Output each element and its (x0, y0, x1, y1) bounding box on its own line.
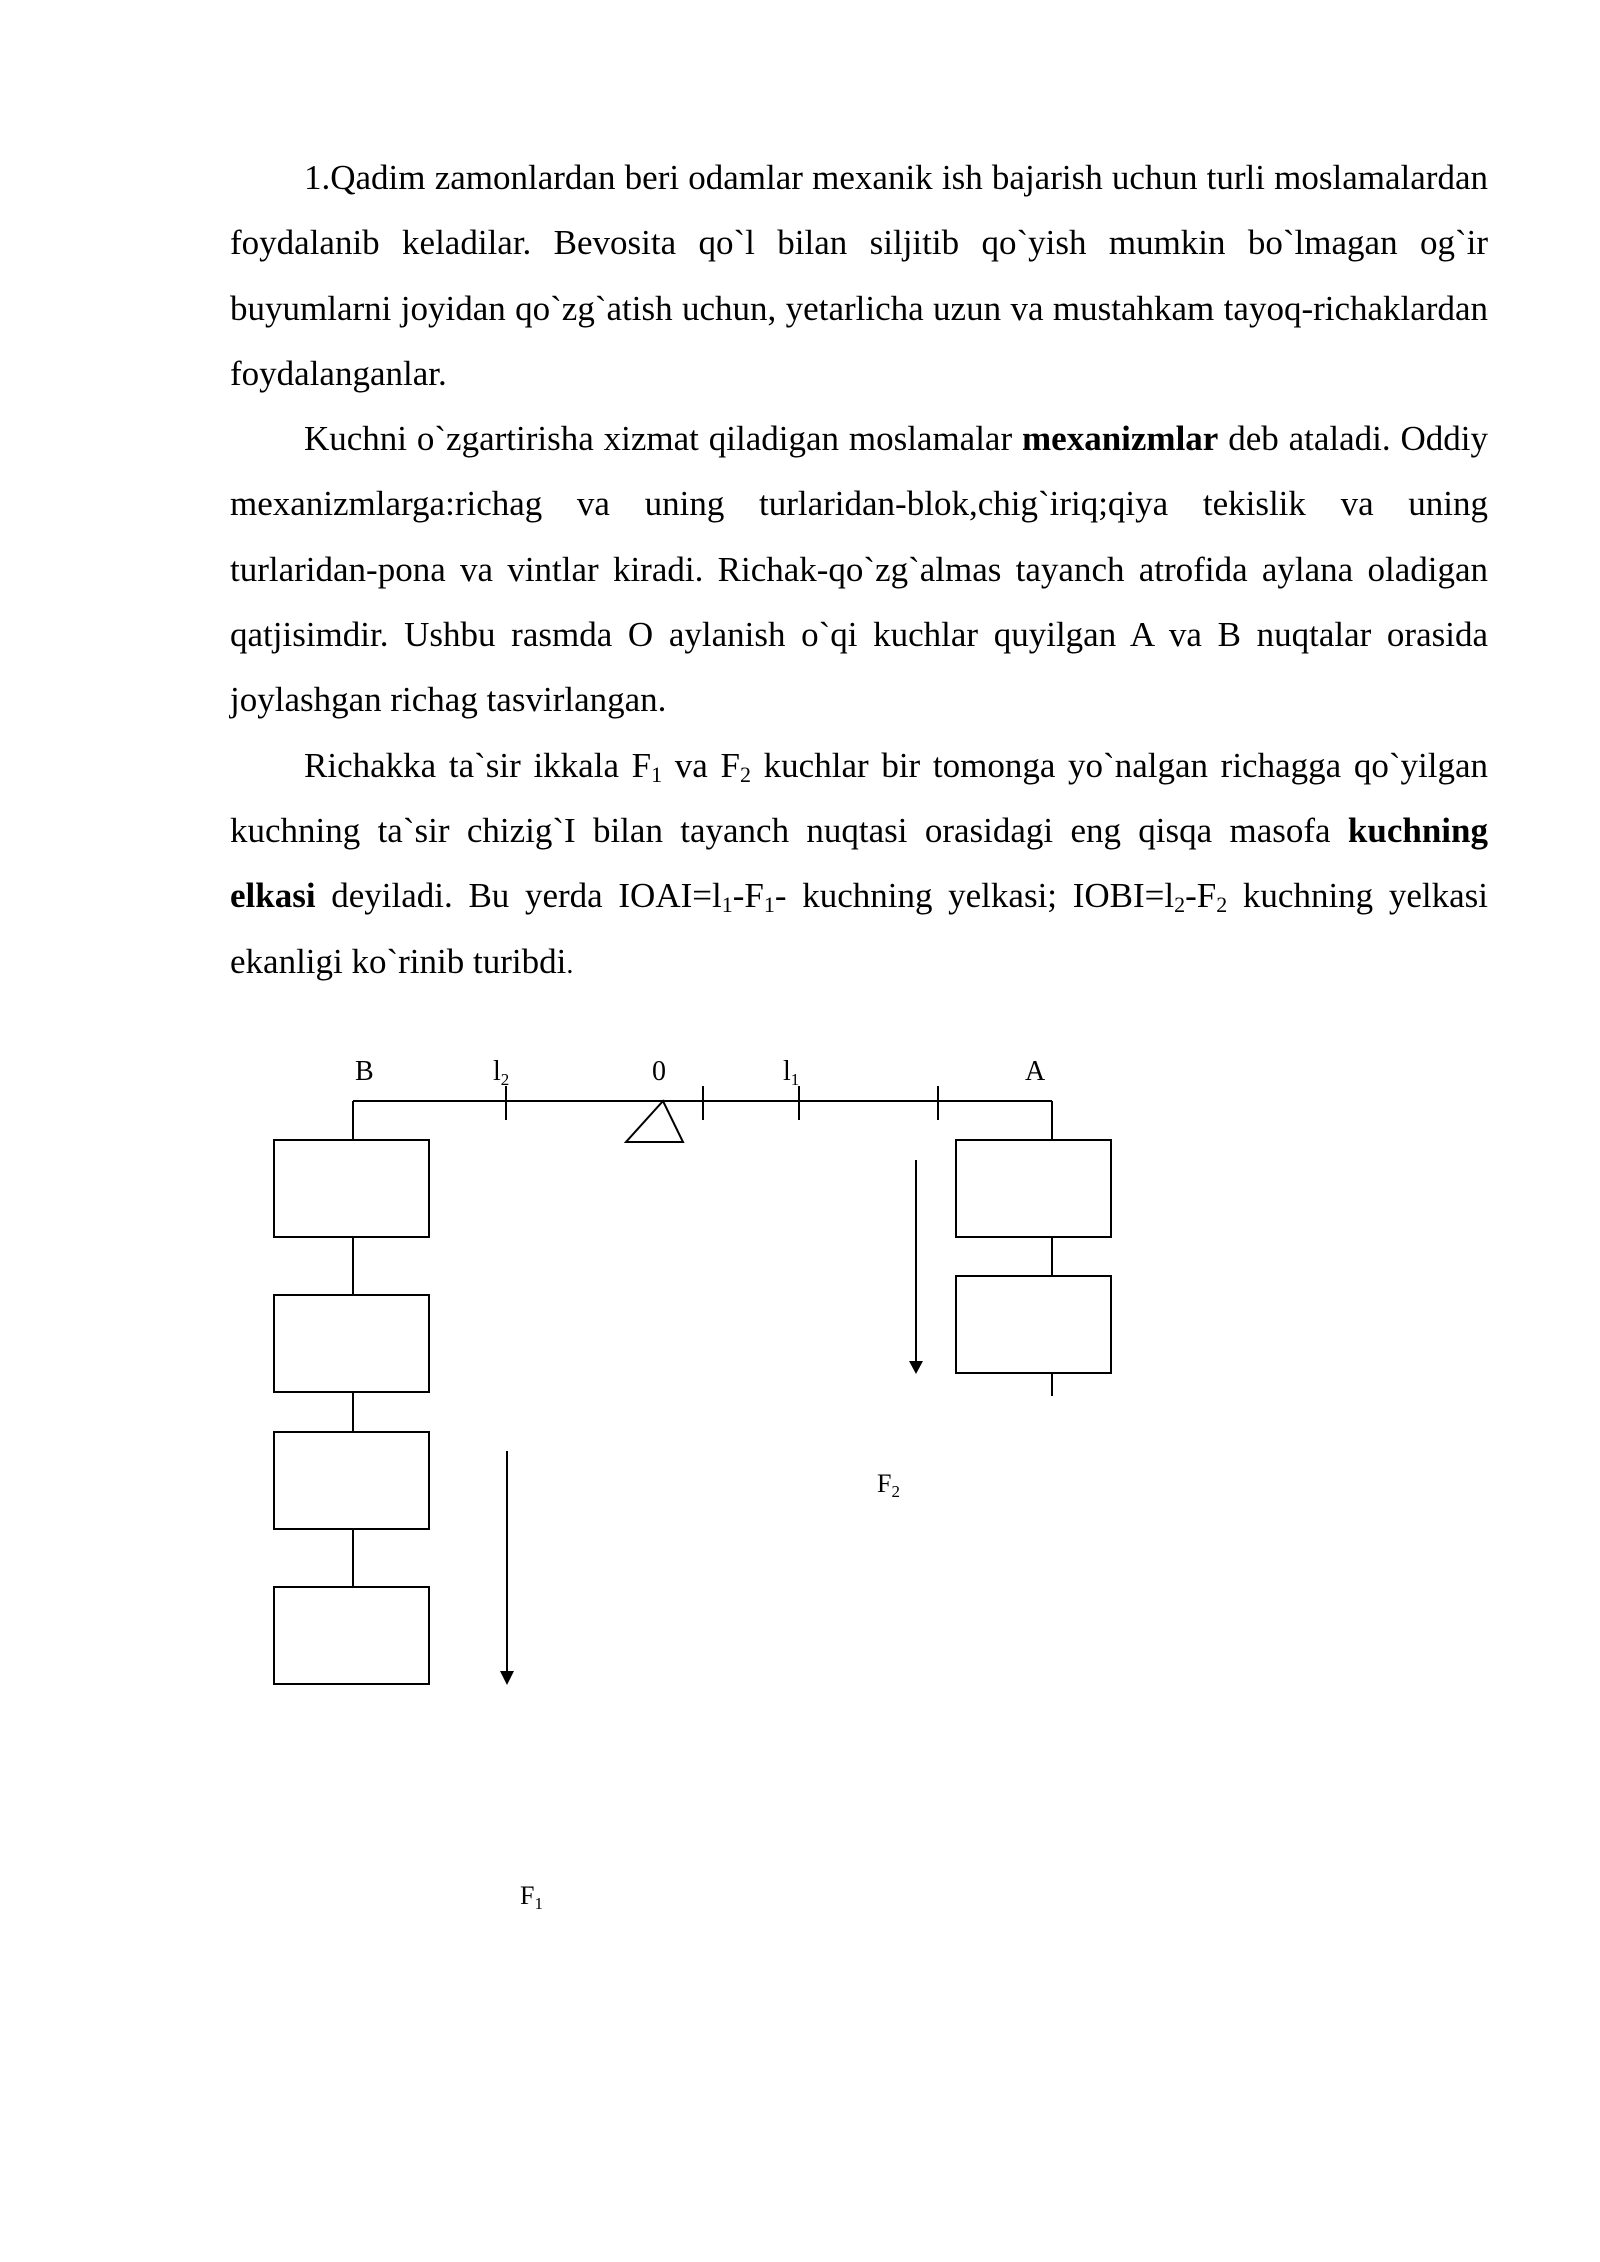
subscript: 1 (721, 892, 733, 918)
paragraph-1-text: 1.Qadim zamonlardan beri odamlar mexanik ish bajarish uchun turli moslamalardan foydalanib keladilar. Bevosita qo`l bilan siljitib qo`yish mumkin bo`lmagan og`ir buyumlarni joyidan qo`zg`atish uchun, yetarlicha uzun va mustahkam tayoq-richaklardan foydalanganlar. (230, 158, 1488, 393)
subscript: 2 (740, 761, 751, 787)
term-mexanizmlar: mexanizmlar (1022, 419, 1219, 459)
force-arrow-f2-head (909, 1361, 923, 1374)
subscript: 2 (1174, 892, 1186, 918)
fulcrum-triangle (626, 1101, 683, 1142)
label-f2-letter: F (877, 1469, 892, 1498)
label-f1-letter: F (520, 1881, 535, 1910)
subscript: 1 (763, 892, 775, 918)
right-weight-1 (956, 1140, 1111, 1237)
force-arrow-f1-head (500, 1671, 514, 1685)
label-f1-subscript: 1 (534, 1894, 543, 1913)
label-f2 (877, 1469, 900, 1501)
label-l1 (783, 1056, 799, 1089)
paragraph-3-text: deyiladi. Bu yerda IOAI=l (315, 876, 722, 916)
left-weight-1 (274, 1140, 429, 1237)
label-l2 (493, 1056, 509, 1089)
left-weight-3 (274, 1432, 429, 1529)
paragraph-2-text-start: Kuchni o`zgartirisha xizmat qiladigan moslamalar (304, 419, 1022, 459)
paragraph-2 (230, 406, 1488, 732)
label-l1-text-subscript: 1 (790, 1070, 800, 1089)
left-weight-2 (274, 1295, 429, 1392)
paragraph-3-text: -F (732, 876, 764, 916)
term-kuchning-elkasi: kuchning elkasi (230, 810, 1488, 916)
label-a: A (1025, 1056, 1046, 1087)
paragraph-3-period: . (566, 948, 574, 980)
label-b: B (355, 1056, 374, 1087)
label-f1 (520, 1881, 543, 1913)
paragraph-3-text: Richakka ta`sir ikkala F (304, 745, 652, 785)
paragraph-3-text: kuchlar bir tomonga yo`nalgan richagga qo`yilgan kuchning ta`sir chizig`I bilan tayanch nuqtasi orasidagi eng qisqa masofa (230, 745, 1488, 850)
left-weight-4 (274, 1587, 429, 1684)
paragraph-1 (230, 145, 1488, 406)
right-weight-2 (956, 1276, 1111, 1373)
label-o: 0 (652, 1056, 666, 1087)
paragraph-3-text: - kuchning yelkasi; IOBI=l (774, 876, 1175, 916)
label-l2-text: l (493, 1056, 501, 1087)
label-l1-text: l (783, 1056, 791, 1087)
label-l2-text-subscript: 2 (500, 1070, 510, 1089)
paragraph-3-text: -F (1185, 876, 1217, 916)
paragraph-3-text: kuchning yelkasi ekanligi ko`rinib turibdi (230, 876, 1489, 981)
text-body (230, 145, 1488, 997)
paragraph-3-text: va F (662, 745, 740, 785)
label-f2-subscript: 2 (891, 1482, 900, 1501)
paragraph-2-text-end: deb ataladi. Oddiy mexanizmlarga:richag va uning turlaridan-blok,chig`iriq;qiya tekislik va uning turlaridan-pona va vintlar kiradi. Richak-qo`zg`almas tayanch atrofida aylana oladigan qatjisimdir. Ushbu rasmda O aylanish o`qi kuchlar quyilgan A va B nuqtalar orasida joylashgan richag tasvirlangan. (230, 419, 1488, 720)
subscript: 1 (651, 761, 663, 787)
subscript: 2 (1216, 892, 1228, 918)
paragraph-3 (230, 733, 1488, 997)
